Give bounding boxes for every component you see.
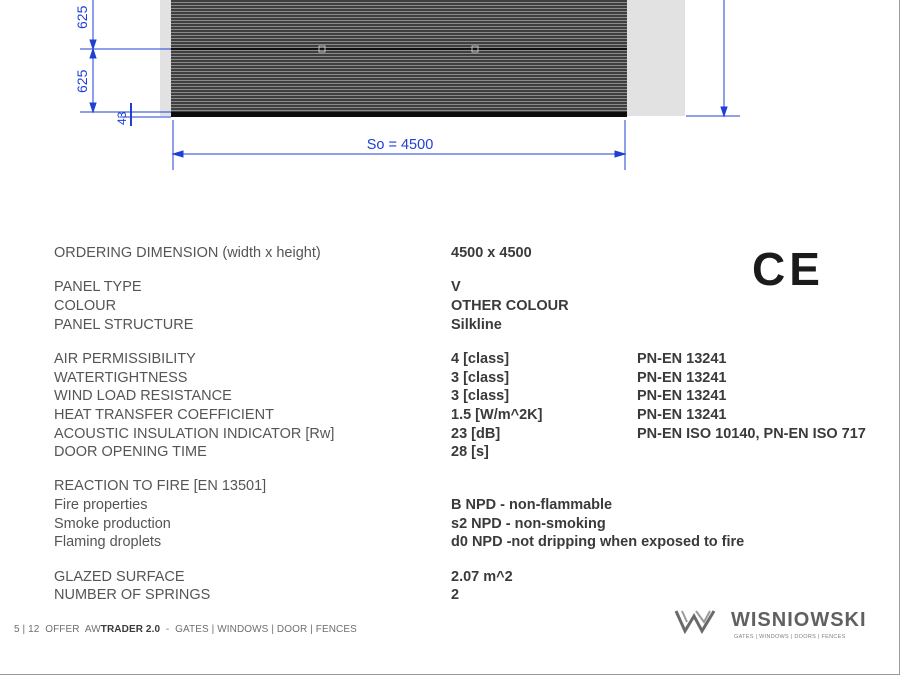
- spec-label: ORDERING DIMENSION (width x height): [54, 245, 321, 261]
- spec-heading: REACTION TO FIRE [EN 13501]: [54, 478, 267, 494]
- dim-label-top: 625: [74, 5, 90, 29]
- spec-label: PANEL STRUCTURE: [54, 317, 194, 333]
- spec-standard: PN-EN 13241: [637, 407, 727, 423]
- spec-value: V: [451, 279, 461, 295]
- spec-value: 1.5 [W/m^2K]: [451, 407, 543, 423]
- spec-label: HEAT TRANSFER COEFFICIENT: [54, 407, 274, 423]
- spec-value: 23 [dB]: [451, 426, 501, 442]
- footer-categories: GATES | WINDOWS | DOOR | FENCES: [175, 624, 357, 635]
- ce-mark: CE: [752, 243, 824, 295]
- spec-value: 3 [class]: [451, 388, 510, 404]
- spec-value: OTHER COLOUR: [451, 298, 569, 314]
- spec-label: WATERTIGHTNESS: [54, 370, 188, 386]
- spec-label: DOOR OPENING TIME: [54, 444, 207, 460]
- logo-tagline: GATES | WINDOWS | DOORS | FENCES: [734, 634, 846, 640]
- wisniowski-logo: [674, 606, 870, 646]
- page-number: 5 | 12: [14, 624, 40, 635]
- spec-standard: PN-EN 13241: [637, 388, 727, 404]
- spec-value: 4500 x 4500: [451, 245, 532, 261]
- spec-value: 2: [451, 587, 460, 603]
- dim-label-bottom: 43: [115, 111, 129, 125]
- spec-standard: PN-EN 13241: [637, 370, 727, 386]
- spec-value: s2 NPD - non-smoking: [451, 516, 606, 532]
- spec-label: Smoke production: [54, 516, 171, 532]
- spec-standard: PN-EN ISO 10140, PN-EN ISO 717: [637, 426, 866, 442]
- logo-brand: WISNIOWSKI: [731, 609, 867, 631]
- spec-label: GLAZED SURFACE: [54, 569, 185, 585]
- spec-label: ACOUSTIC INSULATION INDICATOR [Rw]: [54, 426, 335, 442]
- offer-label: OFFER: [45, 624, 80, 635]
- spec-label: AIR PERMISSIBILITY: [54, 351, 196, 367]
- dim-label-width: So = 4500: [366, 137, 434, 153]
- spec-value: 28 [s]: [451, 444, 489, 460]
- spec-label: NUMBER OF SPRINGS: [54, 587, 211, 603]
- spec-value: 4 [class]: [451, 351, 510, 367]
- product-name: TRADER 2.0: [100, 624, 161, 635]
- product-prefix: AW: [84, 624, 101, 635]
- spec-label: Fire properties: [54, 497, 148, 513]
- spec-value: d0 NPD -not dripping when exposed to fire: [451, 534, 745, 550]
- spec-label: Flaming droplets: [54, 534, 162, 550]
- spec-label: COLOUR: [54, 298, 117, 314]
- spec-label: PANEL TYPE: [54, 279, 142, 295]
- spec-value: 2.07 m^2: [451, 569, 513, 585]
- page-footer: [14, 624, 357, 635]
- spec-value: 3 [class]: [451, 370, 510, 386]
- logo-emblem-icon: [674, 608, 720, 634]
- spec-value: Silkline: [451, 317, 502, 333]
- dim-label-middle: 625: [74, 69, 90, 93]
- spec-label: WIND LOAD RESISTANCE: [54, 388, 232, 404]
- spec-value: B NPD - non-flammable: [451, 497, 613, 513]
- footer-separator: -: [165, 624, 170, 635]
- spec-standard: PN-EN 13241: [637, 351, 727, 367]
